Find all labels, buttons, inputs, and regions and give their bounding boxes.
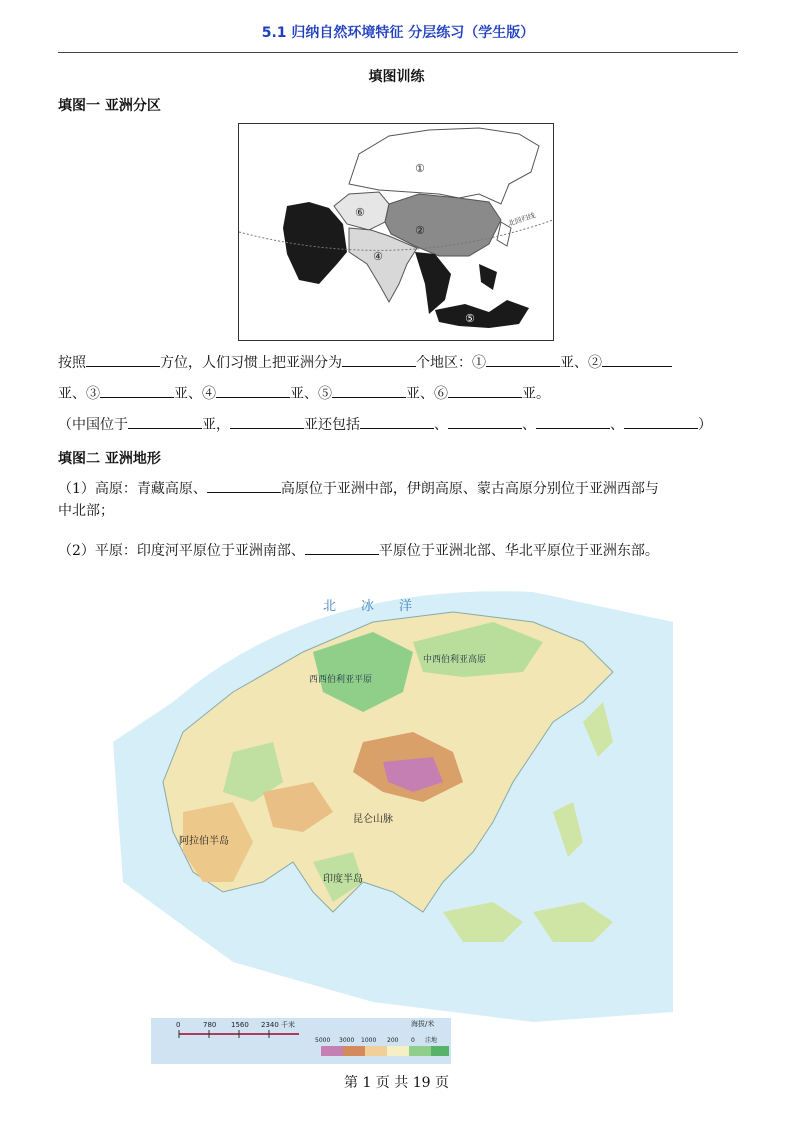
indian-peninsula-label: 印度半岛: [323, 874, 363, 885]
blank[interactable]: [100, 383, 174, 398]
elevation-legend-title: 海拔/米: [411, 1020, 435, 1028]
scale-tick: 1560: [231, 1021, 249, 1029]
blank[interactable]: [230, 414, 304, 429]
region-4-number: ④: [373, 250, 383, 263]
part2-title: 填图二 亚洲地形: [58, 451, 161, 467]
part1-line3: （中国位于 亚， 亚还包括 、 、 、 ）: [58, 414, 738, 436]
region-1-number: ①: [415, 162, 425, 175]
blank[interactable]: [602, 352, 672, 367]
blank[interactable]: [216, 383, 290, 398]
scale-tick: 2340 千米: [261, 1021, 296, 1029]
elevation-tick: 0: [411, 1037, 415, 1044]
elevation-tick: 洼地: [425, 1037, 438, 1044]
kunlun-label: 昆仑山脉: [353, 814, 393, 825]
region-5-number: ⑤: [465, 312, 475, 325]
elevation-tick: 3000: [339, 1037, 355, 1044]
asia-regions-map: [238, 123, 554, 341]
part1-line2: 亚、③ 亚、④ 亚、⑤ 亚、⑥ 亚。: [58, 383, 738, 405]
tropic-label: 北回归线: [507, 211, 537, 228]
blank[interactable]: [486, 352, 560, 367]
scale-tick: 780: [203, 1021, 217, 1029]
blank[interactable]: [128, 414, 202, 429]
page-footer: 第 1 页 共 19 页: [344, 1075, 449, 1091]
blank[interactable]: [86, 352, 160, 367]
north-ocean-label: 北 冰 洋: [323, 599, 419, 614]
header-rule: [58, 52, 738, 53]
page-header: 5.1 归纳自然环境特征 分层练习（学生版）: [261, 25, 535, 41]
section-title: 填图训练: [368, 69, 425, 85]
blank[interactable]: [332, 383, 406, 398]
central-siberian-plateau-label: 中西伯利亚高原: [423, 655, 487, 665]
part1-title: 填图一 亚洲分区: [58, 98, 161, 114]
region-6-number: ⑥: [355, 206, 365, 219]
part2-q2: （2）平原：印度河平原位于亚洲南部、 平原位于亚洲北部、华北平原位于亚洲东部。: [58, 540, 738, 562]
west-siberian-plain-label: 西西伯利亚平原: [309, 675, 373, 685]
topography-map-svg: [113, 582, 680, 1064]
blank[interactable]: [624, 414, 698, 429]
blank[interactable]: [342, 352, 416, 367]
blank[interactable]: [305, 540, 379, 555]
part2-q1: （1）高原：青藏高原、 高原位于亚洲中部，伊朗高原、蒙古高原分别位于亚洲西部与 中北部；: [58, 478, 738, 522]
scale-tick: 0: [176, 1021, 181, 1029]
part1-line1: 按照 方位，人们习惯上把亚洲分为 个地区：① 亚、②: [58, 352, 738, 374]
blank[interactable]: [207, 478, 281, 493]
blank[interactable]: [360, 414, 434, 429]
blank[interactable]: [536, 414, 610, 429]
elevation-tick: 200: [387, 1037, 399, 1044]
elevation-tick: 1000: [361, 1037, 377, 1044]
region-2-number: ②: [415, 224, 425, 237]
regions-map-svg: [239, 124, 553, 340]
blank[interactable]: [448, 383, 522, 398]
asia-topography-map: [113, 582, 680, 1064]
arabian-peninsula-label: 阿拉伯半岛: [179, 836, 229, 847]
elevation-tick: 5000: [315, 1037, 331, 1044]
blank[interactable]: [448, 414, 522, 429]
